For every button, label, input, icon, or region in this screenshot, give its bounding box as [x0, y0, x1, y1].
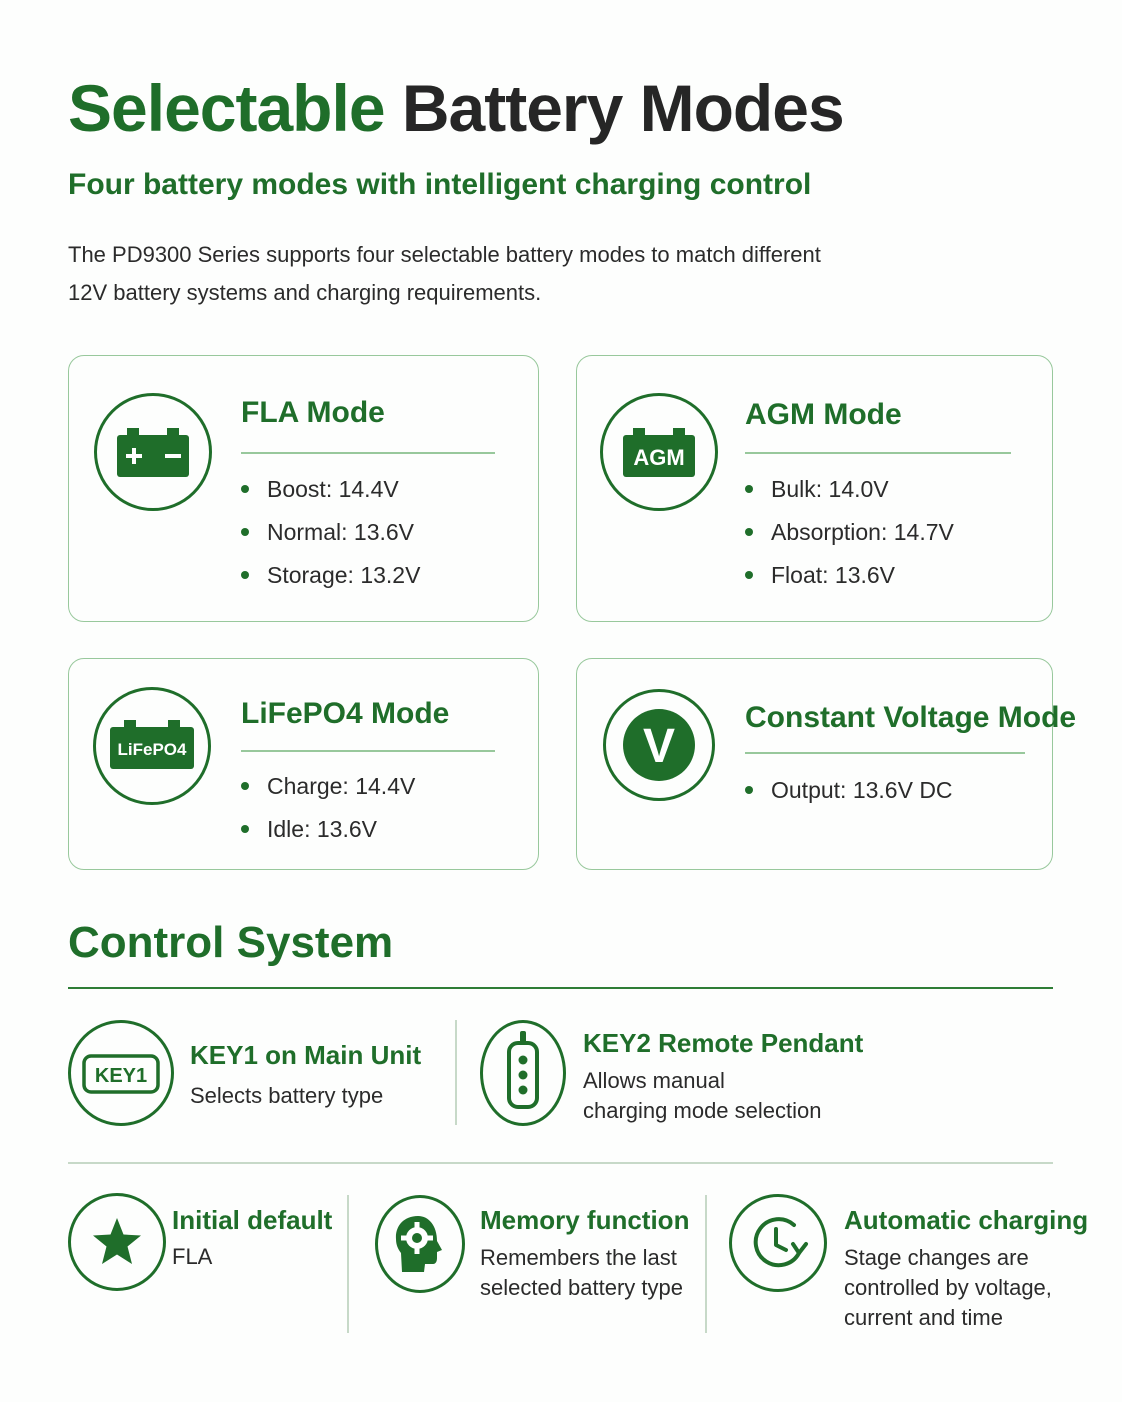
desc-line: FLA: [172, 1244, 213, 1269]
key-label: KEY1: [94, 1065, 148, 1087]
feature-description: [480, 1243, 683, 1303]
vertical-divider: [347, 1195, 349, 1333]
page-title-accent: Selectable: [68, 71, 385, 145]
battery-plus-minus-icon: [94, 393, 212, 511]
mode-title: LiFePO4 Mode: [241, 697, 450, 730]
mode-settings-list: [745, 468, 954, 597]
list-item: Output: 13.6V DC: [745, 769, 953, 812]
key2-description: [583, 1066, 821, 1126]
desc-line: Remembers the last: [480, 1245, 677, 1270]
mode-card-constant-voltage: [576, 658, 1077, 870]
clock-cycle-icon: [729, 1194, 827, 1292]
divider: [241, 750, 495, 752]
list-item: Charge: 14.4V: [241, 765, 415, 808]
divider: [745, 752, 1025, 754]
row-divider: [68, 1162, 1053, 1164]
battery-label: LiFePO4: [117, 740, 187, 759]
battery-agm-icon: [600, 393, 718, 511]
desc-line: controlled by voltage,: [844, 1275, 1052, 1300]
feature-title-memory-function: Memory function: [480, 1205, 690, 1235]
head-gear-icon: [375, 1195, 465, 1293]
page-subtitle: Four battery modes with intelligent charging control: [68, 168, 812, 201]
key1-title: KEY1 on Main Unit: [190, 1040, 422, 1070]
list-item: Absorption: 14.7V: [745, 511, 954, 554]
list-item: Boost: 14.4V: [241, 468, 420, 511]
feature-description: [844, 1243, 1052, 1333]
mode-settings-list: [745, 769, 953, 812]
desc-line: current and time: [844, 1305, 1003, 1330]
key1-button-icon: [68, 1020, 174, 1126]
battery-lifepo4-icon: [93, 687, 211, 805]
vertical-divider: [705, 1195, 707, 1333]
mode-title: Constant Voltage Mode: [745, 701, 1077, 734]
desc-line: selected battery type: [480, 1275, 684, 1300]
desc-line: Stage changes are: [844, 1245, 1029, 1270]
key2-title: KEY2 Remote Pendant: [583, 1028, 864, 1058]
list-item: Idle: 13.6V: [241, 808, 415, 851]
page-title: [68, 66, 844, 150]
feature-description: [172, 1242, 212, 1272]
mode-title: FLA Mode: [241, 396, 385, 429]
divider: [241, 452, 495, 454]
mode-settings-list: [241, 468, 420, 597]
voltage-v-icon: [603, 689, 715, 801]
list-item: Float: 13.6V: [745, 554, 954, 597]
desc-line: charging mode selection: [583, 1098, 822, 1123]
mode-title: AGM Mode: [745, 398, 902, 431]
list-item: Storage: 13.2V: [241, 554, 420, 597]
feature-title-initial-default: Initial default: [172, 1205, 333, 1235]
divider: [745, 452, 1011, 454]
feature-title-automatic-charging: Automatic charging: [844, 1205, 1089, 1235]
battery-label: AGM: [633, 445, 685, 470]
star-icon: [68, 1193, 166, 1291]
list-item: Normal: 13.6V: [241, 511, 420, 554]
desc-line: Allows manual: [583, 1068, 725, 1093]
key1-description: Selects battery type: [190, 1083, 384, 1108]
section-title: Control System: [68, 918, 394, 967]
list-item: Bulk: 14.0V: [745, 468, 954, 511]
remote-pendant-icon: [480, 1020, 566, 1126]
mode-settings-list: [241, 765, 415, 851]
page-title-main: Battery Modes: [401, 71, 844, 145]
vertical-divider: [455, 1020, 457, 1125]
intro-paragraph: The PD9300 Series supports four selectable battery modes to match different 12V battery systems and charging requirements.: [68, 242, 821, 305]
mode-card-lifepo4: [68, 658, 539, 870]
mode-card-fla: [68, 355, 539, 622]
mode-card-agm: [576, 355, 1053, 622]
section-divider: [68, 987, 1053, 989]
voltage-label: V: [642, 720, 676, 773]
